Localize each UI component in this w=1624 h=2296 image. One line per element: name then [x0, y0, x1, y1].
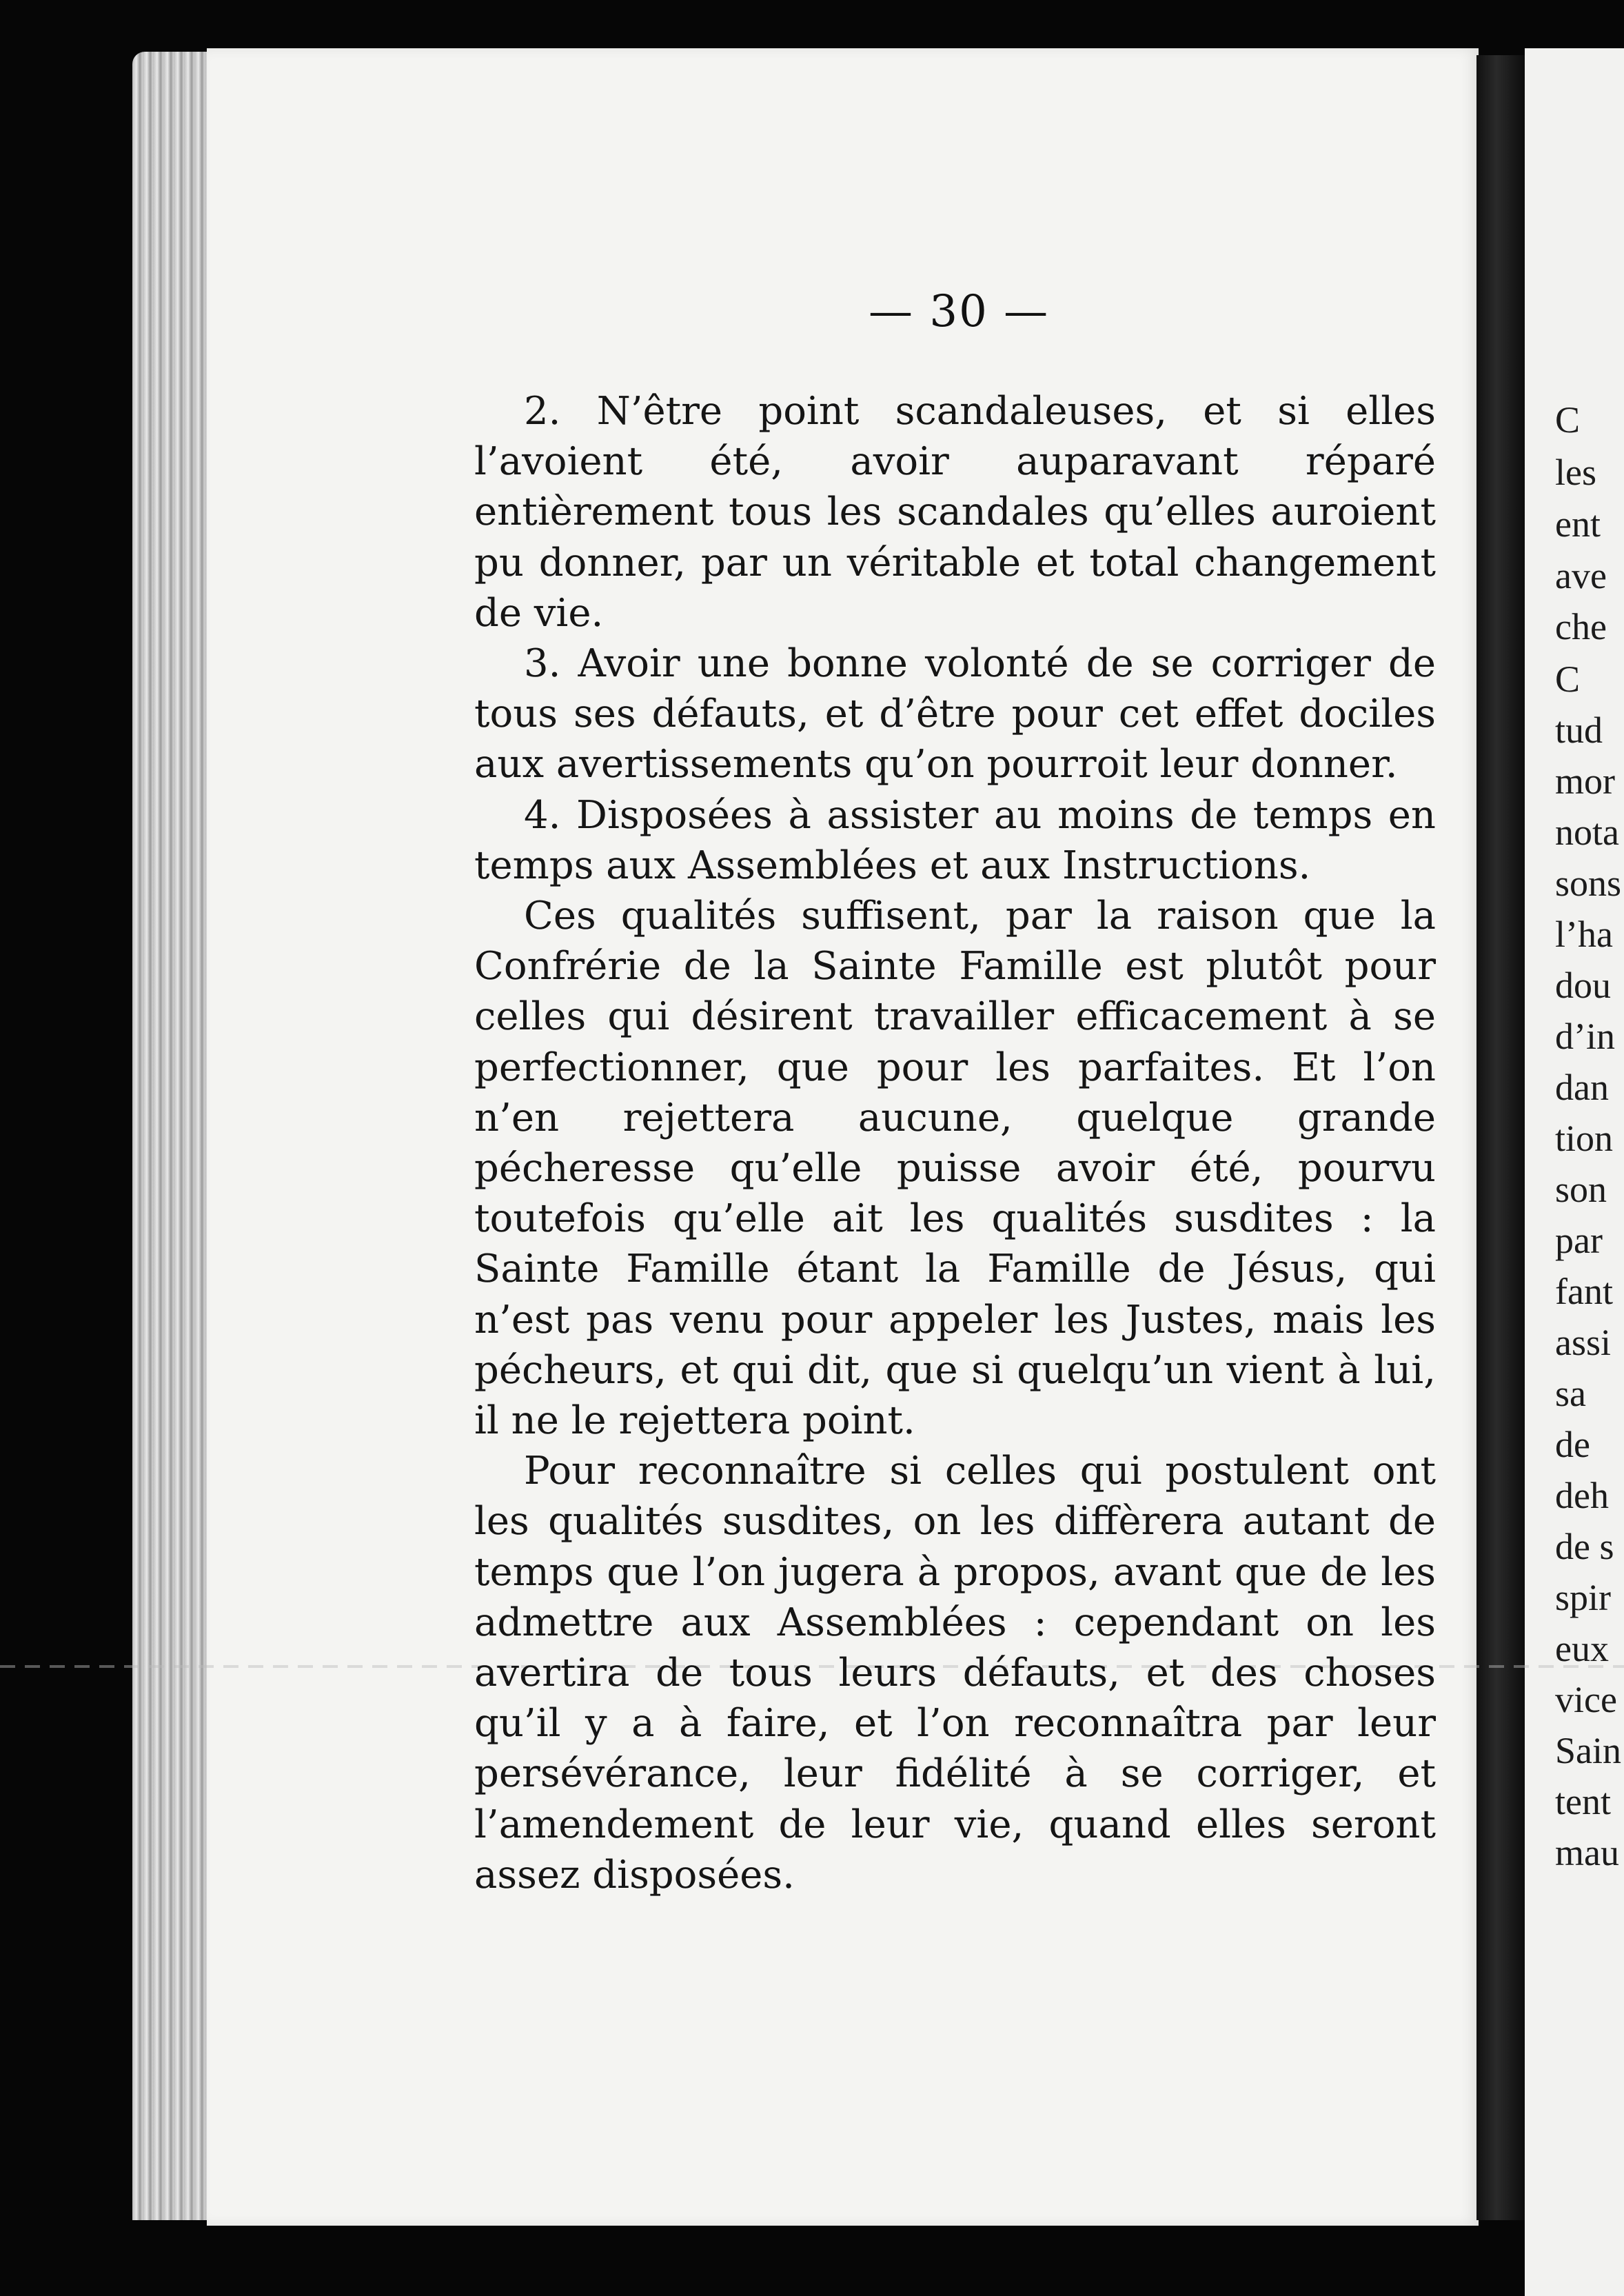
paragraph-condition-2: 2. N’être point scandaleuses, et si elles l’avoient été, avoir auparavant réparé entièrement tous les scandales qu’elles auroient pu donner, par un véritable et total changement de vie. [474, 389, 1436, 636]
adjacent-page-line: les [1555, 452, 1596, 493]
adjacent-page-line: nota [1555, 812, 1619, 853]
adjacent-page-line: che [1555, 606, 1607, 647]
adjacent-page-line: ave [1555, 555, 1607, 596]
adjacent-page-line: vice [1555, 1679, 1617, 1720]
page-number: — 30 — [869, 286, 1050, 337]
adjacent-page [1525, 48, 1624, 2296]
paragraph-admission: Pour reconnaître si celles qui postulent ont les qualités susdites, on les diffèrera autant de temps que l’on jugera à propos, avant que de les admettre aux Assemblées : cependant on les avertira de tous leurs défauts, et des choses qu’il y a à faire, et l’on reconnaîtra par leur persévérance, leur fidélité à se corriger, et l’amendement de leur vie, quand elles seront assez disposées. [474, 1449, 1436, 1897]
adjacent-page-line: C [1555, 399, 1581, 441]
paragraph-condition-3: 3. Avoir une bonne volonté de se corriger de tous ses défauts, et d’être pour cet effet dociles aux avertissements qu’on pourroit leur donner. [474, 641, 1436, 787]
adjacent-page-line: dou [1555, 965, 1611, 1006]
adjacent-page-line: de s [1555, 1526, 1614, 1567]
adjacent-page-line: fant [1555, 1271, 1613, 1312]
adjacent-page-line: deh [1555, 1475, 1609, 1516]
adjacent-page-line: l’ha [1555, 914, 1613, 955]
adjacent-page-line: C [1555, 658, 1581, 700]
adjacent-page-line: eux [1555, 1628, 1609, 1669]
adjacent-page-line: son [1555, 1169, 1607, 1210]
adjacent-page-line: d’in [1555, 1016, 1615, 1057]
adjacent-page-line: sons [1555, 863, 1622, 904]
book-gutter [1476, 55, 1526, 2220]
adjacent-page-line: spir [1555, 1577, 1611, 1618]
adjacent-page-line: mau [1555, 1832, 1619, 1873]
adjacent-page-line: assi [1555, 1322, 1611, 1363]
adjacent-page-line: sa [1555, 1373, 1586, 1414]
page-body [474, 386, 1436, 1900]
adjacent-page-line: par [1555, 1220, 1603, 1261]
adjacent-page-line: tion [1555, 1118, 1614, 1159]
paragraph-qualities: Ces qualités suffisent, par la raison que la Confrérie de la Sainte Famille est plutôt pour celles qui désirent travailler efficacement à se perfectionner, que pour les parfaites. Et l’on n’en rejettera aucune, quelque grande pécheresse qu’elle puisse avoir été, pourvu toutefois qu’elle ait les qualités susdites : la Sainte Famille étant la Famille de Jésus, qui n’est pas venu pour appeler les Justes, mais les pécheurs, et qui dit, que si quelqu’un vient à lui, il ne le rejettera point. [474, 894, 1436, 1444]
adjacent-page-line: mor [1555, 761, 1615, 802]
adjacent-page-line: Sain [1555, 1730, 1622, 1771]
adjacent-page-line: dan [1555, 1067, 1609, 1108]
adjacent-page-line: tud [1555, 709, 1603, 751]
adjacent-page-line: de [1555, 1424, 1590, 1465]
paragraph-condition-4: 4. Disposées à assister au moins de temps en temps aux Assemblées et aux Instructions. [474, 792, 1436, 888]
adjacent-page-line: tent [1555, 1781, 1611, 1822]
adjacent-page-line: ent [1555, 503, 1601, 545]
